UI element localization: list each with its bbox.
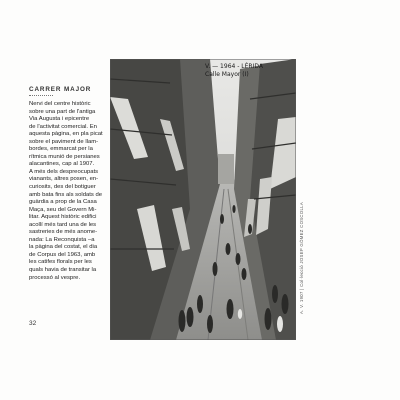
body-line: Maça, seu del Govern Mi-	[29, 206, 97, 213]
body-line: de Corpus del 1963, amb	[29, 251, 96, 258]
body-line: sobre el paviment de llam-	[29, 138, 99, 145]
text-column	[29, 86, 105, 288]
body-line: bordes, emmarcat per la	[29, 146, 93, 153]
body-line: Via Augusta i epicentre	[29, 116, 90, 123]
body-line: sastreries de més anome-	[29, 229, 98, 236]
photo-caption	[205, 63, 263, 78]
body-line: A més dels despreocupats	[29, 168, 99, 175]
body-line: vianants, altres posen, en-	[29, 176, 99, 183]
body-line: sobre una part de l'antiga	[29, 108, 96, 115]
body-line: les catifes florals per les	[29, 259, 92, 266]
body-paragraph	[29, 101, 105, 282]
section-title: CARRER MAJOR	[29, 86, 92, 93]
body-line: acollí més tard una de les	[29, 221, 97, 228]
body-line: quals havia de transitar la	[29, 267, 97, 274]
photo-caption-line: V. — 1964 - LÉRIDA	[205, 63, 263, 70]
body-line: processó al vespre.	[29, 274, 81, 281]
body-line: rítmica munió de persianes	[29, 153, 100, 160]
body-line: amb bata fins als soldats de	[29, 191, 103, 198]
body-line: alacantines, cap al 1907.	[29, 161, 95, 168]
body-line: la pàgina del costat, el dia	[29, 244, 98, 251]
historic-street-photo	[110, 59, 296, 340]
photo-credit: A. V. 1907 | Col·lecció JOSEP GÓMEZ COSCOLLA	[299, 202, 304, 314]
street-photo-illustration	[110, 59, 296, 340]
body-line: guàrdia a prop de la Casa	[29, 199, 97, 206]
body-line: litar. Aquest històric edifici	[29, 214, 97, 221]
body-line: curiosits, des del botiguer	[29, 184, 96, 191]
body-line: Nervi del centre històric	[29, 101, 91, 107]
photo-caption-line: Calle Mayor (I)	[205, 70, 249, 78]
title-dotted-rule	[29, 95, 53, 96]
page-number: 32	[29, 320, 37, 327]
body-line: de l'activitat comercial. En	[29, 123, 97, 130]
body-line: nada: La Reconquista –a	[29, 236, 95, 243]
body-line: aquesta pàgina, en pla picat	[29, 131, 103, 138]
